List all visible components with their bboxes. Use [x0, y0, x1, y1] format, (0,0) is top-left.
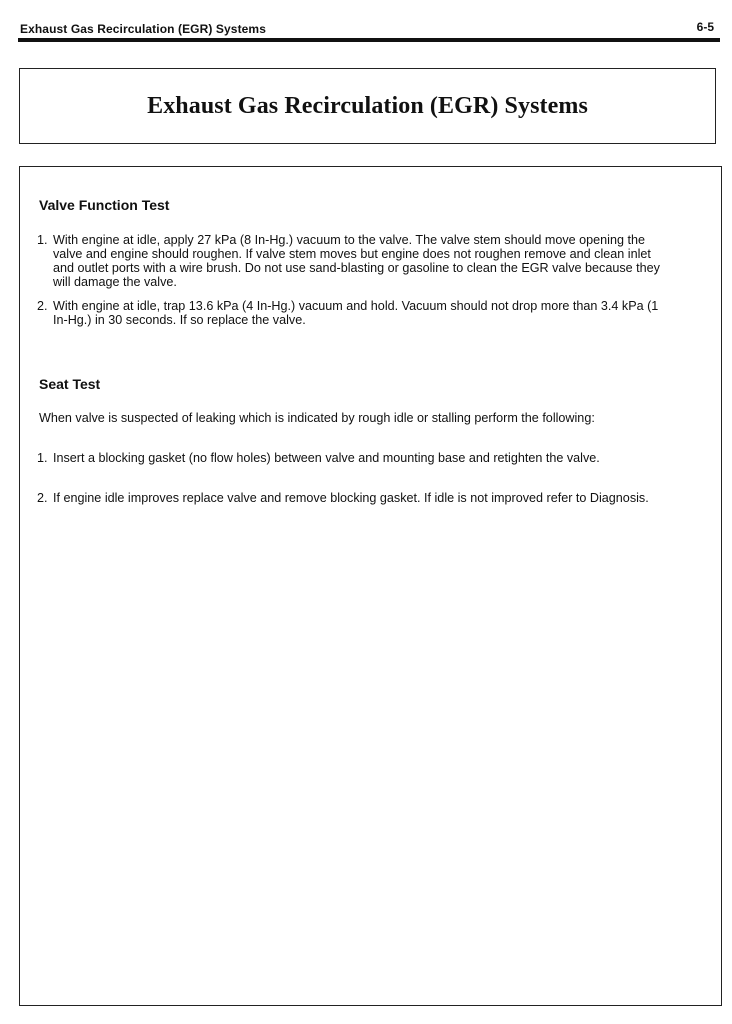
seat-test-intro: When valve is suspected of leaking which is indicated by rough idle or stalling perform the following:	[39, 411, 595, 425]
header-rule	[18, 38, 720, 42]
list-item-text: With engine at idle, trap 13.6 kPa (4 In-Hg.) vacuum and hold. Vacuum should not drop more than 3.4 kPa (1 In-Hg.) in 30 seconds. If so replace the valve.	[53, 299, 659, 327]
list-item-text: Insert a blocking gasket (no flow holes) between valve and mounting base and retighten the valve.	[53, 451, 600, 465]
section-heading-valve-function-test: Valve Function Test	[39, 197, 170, 213]
list-item-number: 2.	[37, 491, 48, 505]
section-heading-seat-test: Seat Test	[39, 376, 101, 392]
list-item-number: 1.	[37, 233, 48, 247]
list-item-text: If engine idle improves replace valve and remove blocking gasket. If idle is not improved refer to Diagnosis.	[53, 491, 649, 505]
list-item	[37, 451, 667, 465]
list-item	[37, 299, 667, 327]
running-header-title: Exhaust Gas Recirculation (EGR) Systems	[20, 22, 266, 36]
content-box	[19, 166, 722, 1006]
page-number: 6-5	[696, 20, 714, 34]
list-item-number: 1.	[37, 451, 48, 465]
title-box	[19, 68, 716, 144]
page-title: Exhaust Gas Recirculation (EGR) Systems	[147, 92, 588, 119]
list-item-number: 2.	[37, 299, 48, 313]
list-item	[37, 233, 667, 289]
list-item-text: With engine at idle, apply 27 kPa (8 In-Hg.) vacuum to the valve. The valve stem should move opening the valve and engine should roughen. If valve stem moves but engine does not roughen remove and clean inlet and outlet ports with a wire brush. Do not use sand-blasting or gasoline to clean the EGR valve because they will damage the valve.	[53, 233, 660, 289]
list-item	[37, 491, 667, 505]
